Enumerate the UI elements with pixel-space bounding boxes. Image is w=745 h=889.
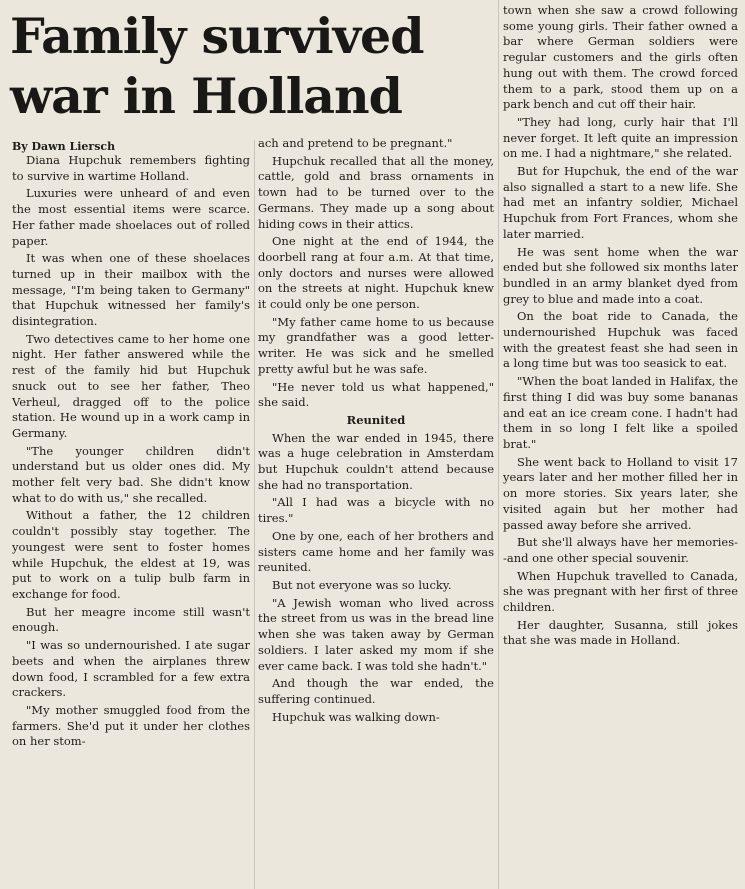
paragraph: "I was so undernourished. I ate sugar beets and when the airplanes threw down food, I scrambled for a few extra crackers. [12,638,250,700]
paragraph: When the war ended in 1945, there was a huge celebration in Amsterdam but Hupchuk couldn't attend because she had no transportation. [258,430,494,492]
paragraph: "The younger children didn't understand but us older ones did. My mother felt very bad. She didn't know what to do with us," she recalled. [12,443,250,505]
article-column-3 [503,3,738,651]
paragraph: "A Jewish woman who lived across the street from us was in the bread line when she was taken away by German soldiers. I later asked my mom if she ever came back. I was told she hadn't." [258,595,494,673]
paragraph: One night at the end of 1944, the doorbell rang at four a.m. At that time, only doctors and nurses were allowed on the streets at night. Hupchuk knew it could only be one person. [258,234,494,312]
paragraph: "All I had was a bicycle with no tires." [258,495,494,526]
byline: By Dawn Liersch [12,140,116,153]
paragraph: Hupchuk recalled that all the money, cattle, gold and brass ornaments in town had to be turned over to the Germans. They made up a song about hiding cows in their attics. [258,153,494,231]
paragraph: Her daughter, Susanna, still jokes that she was made in Holland. [503,617,738,648]
paragraph: He was sent home when the war ended but she followed six months later bundled in an army blanket dyed from grey to blue and made into a coat. [503,244,738,306]
paragraph: When Hupchuk travelled to Canada, she was pregnant with her first of three children. [503,568,738,615]
paragraph: But her meagre income still wasn't enough. [12,604,250,635]
paragraph: She went back to Holland to visit 17 years later and her mother filled her in on more stories. Six years later, she visited again but her mother had passed away before she arrived. [503,454,738,532]
headline: Family survived war in Holland [10,7,424,125]
paragraph: "They had long, curly hair that I'll never forget. It left quite an impression on me. I had a nightmare," she related. [503,114,738,161]
paragraph-continuation: ach and pretend to be pregnant." [258,136,453,150]
subheading: Reunited [346,412,406,427]
paragraph: It was when one of these shoelaces turned up in their mailbox with the message, "I'm being taken to Germany" that Hupchuk witnessed her family's disintegration. [12,251,250,329]
paragraph: Without a father, the 12 children couldn't possibly stay together. The youngest were sent to foster homes while Hupchuk, the eldest at 19, was put to work on a tulip bulb farm in exchange for food. [12,508,250,601]
column-divider [254,140,255,889]
paragraph: Hupchuk was walking down- [272,709,440,724]
paragraph: "When the boat landed in Halifax, the first thing I did was buy some bananas and eat an ice cream cone. I hadn't had them in so long I felt like a spoiled brat." [503,374,738,451]
column-divider [498,0,499,889]
article-column-1 [12,153,250,752]
paragraph: But she'll always have her memories--and one other special souvenir. [503,535,738,565]
paragraph: "My father came home to us because my grandfather was a good letter-writer. He was sick and he smelled pretty awful but he was safe. [258,314,494,376]
paragraph: And though the war ended, the suffering continued. [258,676,494,706]
paragraph: Diana Hupchuk remembers fighting to survive in wartime Holland. [12,153,250,183]
paragraph: Two detectives came to her home one night. Her father answered while the rest of the family hid but Hupchuk snuck out to see her father, Theo Verheul, dragged off to the police station. He wound up in a work camp in Germany. [12,331,250,440]
paragraph: "My mother smuggled food from the farmers. She'd put it under her clothes on her stom- [12,702,250,749]
paragraph: But for Hupchuk, the end of the war also signalled a start to a new life. She had met an infantry soldier, Michael Hupchuk from Fort Frances, whom she later married. [503,164,738,241]
paragraph: On the boat ride to Canada, the undernourished Hupchuk was faced with the greatest feast she had seen in a long time but was too seasick to eat. [503,309,738,371]
article-column-2 [258,136,494,727]
paragraph: "He never told us what happened," she said. [258,379,494,410]
paragraph-continuation: town when she saw a crowd following some young girls. Their father owned a bar where German soldiers were regular customers and the girls often hung out with them. The crowd forced them to a park, stood them up on a park bench and cut off their hair. [503,3,738,112]
paragraph: But not everyone was so lucky. [272,577,452,592]
paragraph: One by one, each of her brothers and sisters came home and her family was reunited. [258,528,494,575]
paragraph: Luxuries were unheard of and even the most essential items were scarce. Her father made shoelaces out of rolled paper. [12,186,250,248]
